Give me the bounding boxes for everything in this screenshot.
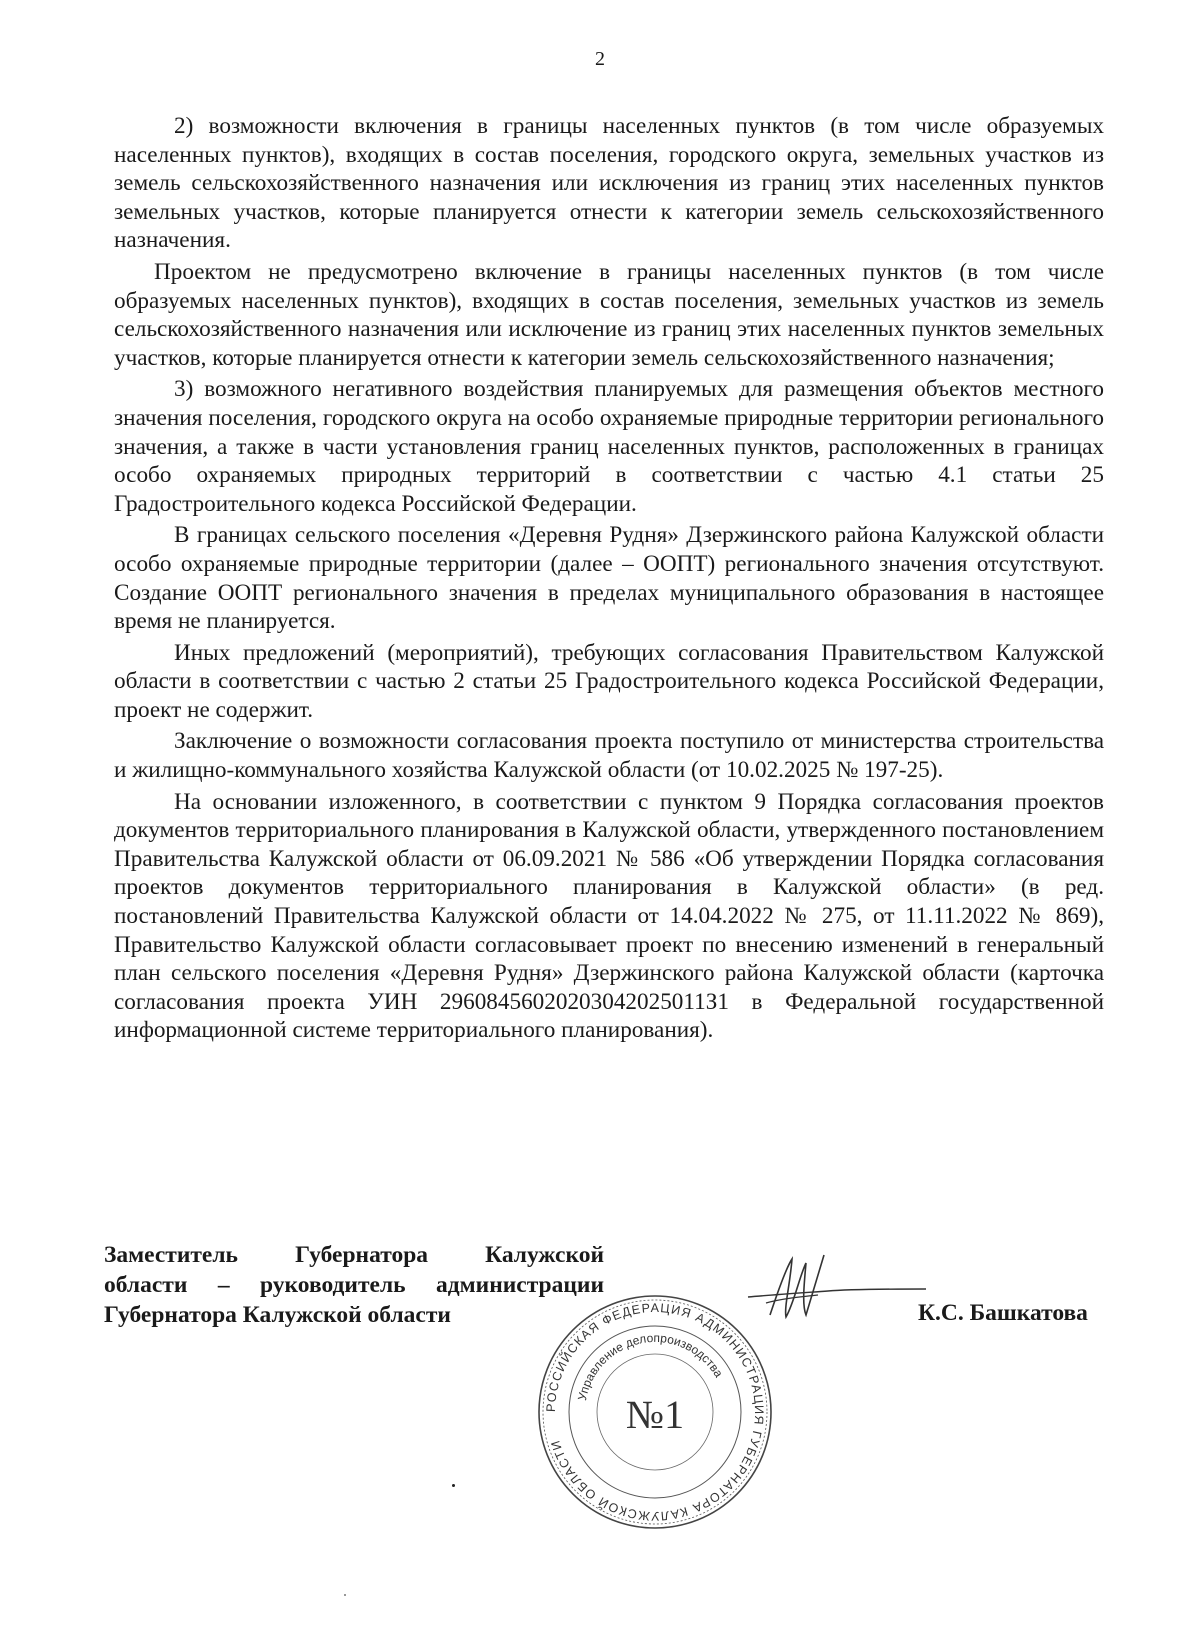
seal-outer-text: РОССИЙСКАЯ ФЕДЕРАЦИЯ АДМИНИСТРАЦИЯ ГУБЕРНАТОРА КАЛУЖСКОЙ ОБЛАСТИ (543, 1300, 767, 1524)
paragraph-7: На основании изложенного, в соответствии с пунктом 9 Порядка согласования проектов документов территориального планирования в Калужской области, утвержденного постановлением Правительства Калужской области от 06.09.2021 № 586 «Об утверждении Порядка согласования проектов документов территориального планирования в Калужской области» (в ред. постановлений Правительства Калужской области от 14.04.2022 № 275, от 11.11.2022 № 869), Правительство Калужской области согласовывает проект по внесению изменений в генеральный план сельского поселения «Деревня Рудня» Дзержинского района Калужской области (карточка согласования проекта УИН 29608456020203042025011З1 в Федеральной государственной информационной системе территориального планирования). (114, 788, 1104, 1044)
paragraph-4: В границах сельского поселения «Деревня Рудня» Дзержинского района Калужской области особо охраняемые природные территории (далее – ООПТ) регионального значения отсутствуют. Создание ООПТ регионального значения в пределах муниципального образования в настоящее время не планируется. (114, 522, 1104, 635)
seal-center-number: №1 (625, 1392, 685, 1437)
document-body (114, 112, 1104, 1048)
paragraph-1: 2) возможности включения в границы населенных пунктов (в том числе образуемых населенных пунктов), входящих в состав поселения, городского округа, земельных участков из земель сельскохозяйственного назначения или исключения из границ этих населенных пунктов земельных участков, которые планируется отнести к категории земель сельскохозяйственного назначения. (114, 113, 1104, 254)
page-number: 2 (595, 48, 605, 70)
seal-inner-text: Управление делопроизводства (574, 1330, 726, 1402)
paragraph-2: Проектом не предусмотрено включение в границы населенных пунктов (в том числе образуемых населенных пунктов), входящих в состав поселения, земельных участков из земель сельскохозяйственного назначения или исключение из границ этих населенных пунктов земельных участков, которые планируется отнести к категории земель сельскохозяйственного назначения; (114, 258, 1104, 371)
signatory-position-line-2: области – руководитель администрации (104, 1272, 604, 1298)
signatory-name: К.С. Башкатова (918, 1300, 1088, 1326)
paragraph-3: 3) возможного негативного воздействия планируемых для размещения объектов местного значения поселения, городского округа на особо охраняемые природные территории регионального значения, а также в части установления границ населенных пунктов, расположенных в границах особо охраняемых природных территорий в соответствии с частью 4.1 статьи 25 Градостроительного кодекса Российской Федерации. (114, 376, 1104, 517)
scan-speck (344, 1594, 346, 1596)
signatory-position (104, 1240, 604, 1330)
signatory-position-line-3: Губернатора Калужской области (104, 1302, 451, 1328)
signatory-position-line-1: Заместитель Губернатора Калужской (104, 1242, 604, 1268)
paragraph-6: Заключение о возможности согласования проекта поступило от министерства строительства и жилищно-коммунального хозяйства Калужской области (от 10.02.2025 № 197-25). (114, 728, 1104, 784)
scan-speck (452, 1484, 455, 1487)
paragraph-5: Иных предложений (мероприятий), требующих согласования Правительством Калужской области в соответствии с частью 2 статьи 25 Градостроительного кодекса Российской Федерации, проект не содержит. (114, 639, 1104, 723)
official-seal (535, 1292, 775, 1532)
